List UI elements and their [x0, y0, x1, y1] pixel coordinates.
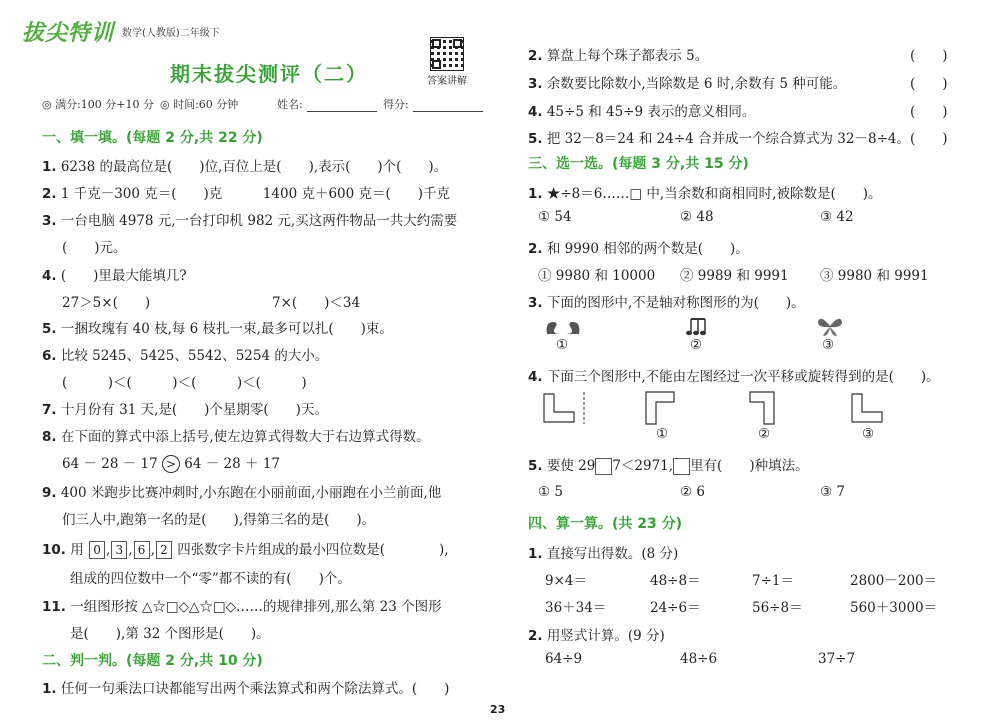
judge-2: 2. 算盘上每个珠子都表示 5。 [528, 48, 709, 64]
vertical-calc: 64÷9 [545, 651, 583, 667]
question-9: 9. 400 米跑步比赛冲刺时,小东跑在小丽前面,小丽跑在小兰前面,他 [42, 485, 442, 501]
calc-item: 9×4＝ [545, 573, 587, 589]
page-number: 23 [490, 703, 506, 716]
calc-item: 24÷6＝ [650, 600, 701, 616]
question-11-cont: 是( ),第 32 个图形是( )。 [70, 626, 270, 642]
judge-3-answer[interactable]: ( ) [910, 76, 948, 92]
choice-1: 1. ★÷8＝6……□ 中,当余数和商相同时,被除数是( )。 [528, 186, 882, 202]
choice-5: 5. 要使 29 7＜2971, 里有( )种填法。 [528, 458, 809, 474]
judge-4-answer[interactable]: ( ) [910, 104, 948, 120]
question-3-cont: ( )元。 [62, 240, 127, 256]
blank-box[interactable] [673, 458, 690, 475]
number-card: 3 [111, 541, 127, 559]
question-4b: 7×( )＜34 [272, 295, 361, 311]
choice-4-opt-1[interactable]: ① [656, 426, 669, 442]
question-2: 2. 1 千克－300 克＝( )克 1400 克＋600 克＝( )千克 [42, 186, 451, 202]
choice-4: 4. 下面三个图形中,不能由左图经过一次平移或旋转得到的是( )。 [528, 369, 940, 385]
vertical-calc: 48÷6 [680, 651, 718, 667]
calc-2: 2. 用竖式计算。(9 分) [528, 628, 665, 644]
judge-1: 1. 任何一句乘法口诀都能写出两个乘法算式和两个除法算式。( ) [42, 681, 450, 697]
question-5: 5. 一捆玫瑰有 40 枝,每 6 枝扎一束,最多可以扎( )束。 [42, 321, 393, 337]
question-3: 3. 一台电脑 4978 元,一台打印机 982 元,买这两件物品一共大约需要 [42, 213, 458, 229]
choice-5-opt-2[interactable]: ② 6 [680, 484, 705, 500]
choice-2-opt-2[interactable]: ② 9989 和 9991 [680, 268, 789, 284]
music-notes-icon [685, 316, 711, 338]
choice-1-opt-1[interactable]: ① 54 [538, 209, 572, 225]
section-calculate: 四、算一算。(共 23 分) [528, 516, 683, 532]
section-fill: 一、填一填。(每题 2 分,共 22 分) [42, 130, 263, 146]
choice-5-opt-3[interactable]: ③ 7 [820, 484, 845, 500]
choice-3-opt-1[interactable]: ① [556, 337, 569, 353]
choice-5-opt-1[interactable]: ① 5 [538, 484, 563, 500]
subject-label: 数学(人教版)二年级下 [122, 28, 220, 39]
qr-label: 答案讲解 [427, 76, 467, 87]
choice-4-opt-3[interactable]: ③ [862, 426, 875, 442]
judge-3: 3. 余数要比除数小,当除数是 6 时,余数有 5 种可能。 [528, 76, 847, 92]
question-8: 8. 在下面的算式中添上括号,使左边算式得数大于右边算式得数。 [42, 429, 430, 445]
greater-than-symbol: > [162, 455, 180, 473]
butterfly-icon [816, 314, 844, 338]
choice-4-opt-2[interactable]: ② [758, 426, 771, 442]
calc-item: 2800－200＝ [850, 573, 938, 589]
calc-item: 56÷8＝ [752, 600, 803, 616]
swans-icon [543, 316, 583, 338]
question-7: 7. 十月份有 31 天,是( )个星期零( )天。 [42, 402, 328, 418]
calc-item: 7÷1＝ [752, 573, 794, 589]
choice-1-opt-2[interactable]: ② 48 [680, 209, 714, 225]
time-info: ◎ 时间:60 分钟 [160, 98, 239, 111]
calc-1: 1. 直接写出得数。(8 分) [528, 546, 679, 562]
judge-4: 4. 45÷5 和 45÷9 表示的意义相同。 [528, 104, 756, 120]
question-10-cont: 组成的四位数中一个“零”都不读的有( )个。 [70, 571, 351, 587]
question-4: 4. ( )里最大能填几? [42, 268, 187, 284]
number-card: 0 [89, 541, 105, 559]
l-shape-option-2-icon [744, 388, 784, 428]
number-card: 6 [134, 541, 150, 559]
question-9-cont: 们三人中,跑第一名的是( ),得第三名的是( )。 [62, 512, 376, 528]
vertical-calc: 37÷7 [818, 651, 856, 667]
number-card: 2 [156, 541, 172, 559]
section-judge: 二、判一判。(每题 2 分,共 10 分) [42, 653, 263, 669]
choice-3-opt-2[interactable]: ② [690, 337, 703, 353]
choice-3-opt-3[interactable]: ③ [822, 337, 835, 353]
l-shape-option-1-icon [640, 388, 680, 428]
l-shape-option-3-icon [846, 390, 890, 426]
calc-item: 48÷8＝ [650, 573, 701, 589]
l-shape-original-icon [540, 390, 590, 426]
name-field[interactable]: 姓名: [277, 96, 377, 112]
question-11: 11. 一组图形按 △☆□◇△☆□◇……的规律排列,那么第 23 个图形 [42, 599, 442, 615]
section-choose: 三、选一选。(每题 3 分,共 15 分) [528, 156, 749, 172]
brand-logo: 拔尖特训 [22, 21, 115, 46]
choice-1-opt-3[interactable]: ③ 42 [820, 209, 854, 225]
calc-item: 560＋3000＝ [850, 600, 938, 616]
question-6-blanks: ( )＜( )＜( )＜( ) [62, 375, 307, 391]
choice-3: 3. 下面的图形中,不是轴对称图形的为( )。 [528, 295, 805, 311]
score-info: ◎ 满分:100 分+10 分 [42, 98, 155, 111]
question-4a: 27＞5×( ) [62, 295, 151, 311]
calc-item: 36＋34＝ [545, 600, 607, 616]
question-10: 10. 用 0 , 3 , 6 , 2 四张数字卡片组成的最小四位数是( ), [42, 542, 449, 558]
choice-2-opt-3[interactable]: ③ 9980 和 9991 [820, 268, 929, 284]
choice-2: 2. 和 9990 相邻的两个数是( )。 [528, 241, 749, 257]
question-6: 6. 比较 5245、5425、5542、5254 的大小。 [42, 348, 329, 364]
choice-2-opt-1[interactable]: ① 9980 和 10000 [538, 268, 656, 284]
judge-5-answer[interactable]: ( ) [910, 131, 948, 147]
blank-box[interactable] [595, 458, 612, 475]
qr-code-icon[interactable] [430, 37, 464, 71]
page-title: 期末拔尖测评（二） [170, 62, 368, 86]
score-field[interactable]: 得分: [383, 96, 483, 112]
judge-5: 5. 把 32－8＝24 和 24÷4 合并成一个综合算式为 32－8÷4。 [528, 131, 910, 147]
question-1: 1. 6238 的最高位是( )位,百位上是( ),表示( )个( )。 [42, 159, 448, 175]
question-8-expr: 64 － 28 － 17 > 64 － 28 ＋ 17 [62, 456, 280, 472]
judge-2-answer[interactable]: ( ) [910, 48, 948, 64]
